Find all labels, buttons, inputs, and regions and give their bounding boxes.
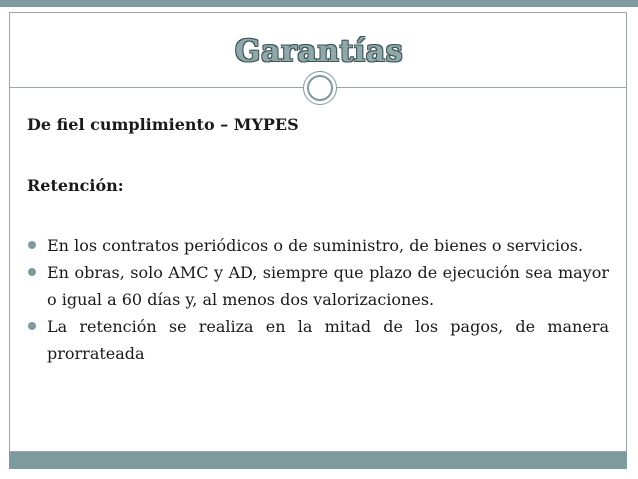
section-heading: Retención: bbox=[27, 176, 124, 195]
bullet-list bbox=[27, 232, 609, 367]
bullet-dot-icon bbox=[28, 268, 36, 276]
bullet-text: En obras, solo AMC y AD, siempre que plazo de ejecución sea mayor o igual a 60 días y, al menos dos valorizaciones. bbox=[47, 263, 609, 309]
bullet-dot-icon bbox=[28, 241, 36, 249]
slide-title: Garantías bbox=[234, 34, 404, 69]
bullet-dot-icon bbox=[28, 322, 36, 330]
bullet-item bbox=[27, 313, 609, 367]
bullet-item bbox=[27, 232, 609, 259]
bullet-text: La retención se realiza en la mitad de los pagos, de manera prorrateada bbox=[47, 317, 609, 363]
slide-subtitle: De fiel cumplimiento – MYPES bbox=[27, 115, 299, 134]
circle-ornament-icon bbox=[303, 71, 337, 105]
top-accent-band bbox=[0, 0, 638, 7]
bullet-item bbox=[27, 259, 609, 313]
circle-ornament-inner bbox=[307, 75, 333, 101]
bottom-accent-band bbox=[9, 452, 627, 469]
bullet-text: En los contratos periódicos o de suministro, de bienes o servicios. bbox=[47, 236, 584, 255]
